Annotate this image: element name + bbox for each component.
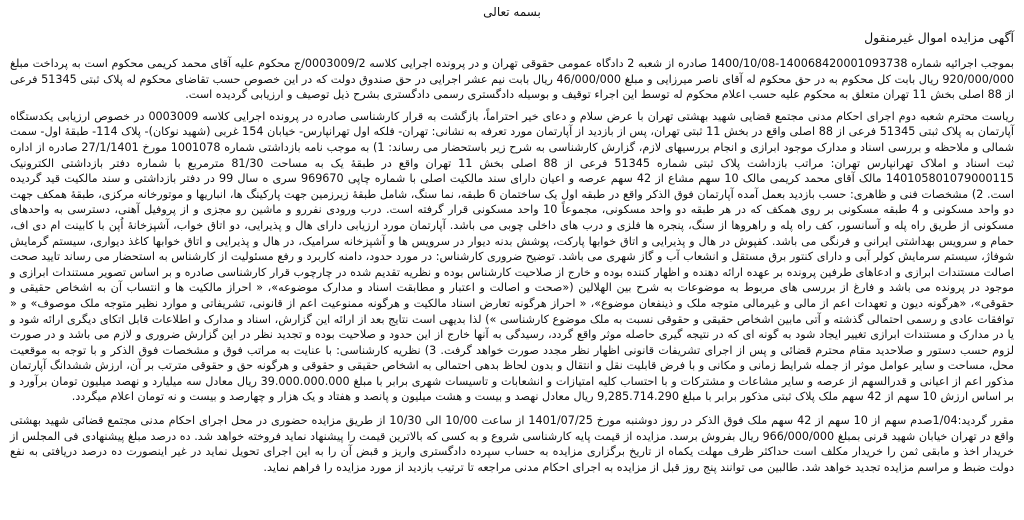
document-page <box>10 4 1014 512</box>
paragraph-enforcement-order: بموجب اجرائیه شماره 140068420001093738-1400/10/08 صادره از شعبه 2 دادگاه عمومی حقوقی تهران و در پرونده اجرایی کلاسه 0003009/2/ج محکوم علیه آقای محمد کریمی محکوم است به پرداخت مبلغ 920/000/000 ریال بابت کل محکوم به در حق محکوم له آقای ناصر میرزایی و مبلغ 46/000/000 ریال بابت نیم عشر اجرایی در حق صندوق دولت که در این خصوص حسب تقاضای محکوم له پلاک ثبتی 51345 فرعی از 88 اصلی بخش 11 تهران متعلق به محکوم علیه حسب اعلام محکوم له توسط این اجراء توقیف و بوسیله دادگستری رسمی دادگستری بشرح ذیل توصیف و ارزیابی گردیده است. <box>10 57 1015 102</box>
bismillah-heading: بسمه تعالی <box>483 5 541 19</box>
paragraph-expert-report: ریاست محترم شعبه دوم اجرای احکام مدنی مجتمع قضایی شهید بهشتی تهران با عرض سلام و دعای خیر احتراماً، بازگشت به قرار کارشناسی صادره در پرونده اجرایی کلاسه 0003009 در خصوص ارزیابی یکدستگاه آپارتمان به پلاک ثبتی 51345 فرعی از 88 اصلی واقع در بخش 11 ثبتی تهران، پس از بازدید از آپارتمان مورد تعرفه به نشانی: تهران- فلکه اول تهرانپارس- خیابان 154 غربی (شهید نوکان)- پلاک 114- طبقهٔ اول- سمت شمالی و ملاحظه و بررسی اسناد و مدارک موجود ابرازی و انجام بررسیهای لازم، گزارش کارشناسی به شرح زیر باستحضار می رساند: 1) به موجب نامه بازداشتی شماره 1001078 مورخ 27/1/1401 صادره از اداره ثبت اسناد و املاک تهرانپارس تهران: مراتب بازداشت پلاک ثبتی شماره 51345 فرعی از 88 اصلی بخش 11 تهران واقع در طبقهٔ یک به مساحت 81/30 مترمربع با شماره دفتر بازداشتی الکترونیک 140105801079000115 مالک آقای محمد کریمی مالک 10 سهم مشاع از 42 سهم عرصه و اعیان دارای سند مالکیت اصلی با شماره چاپی 969670 سری ه سال 99 در دفتر بازداشتی و سند مالکیت قید گردیده است. 2) مشخصات فنی و ظاهری: حسب بازدید بعمل آمده آپارتمان فوق الذکر واقع در طبقه اول یک ساختمان 6 طبقه، نما سنگ، شامل طبقهٔ زیرزمین جهت پارکینگ ها، انباریها و موتورخانه مرکزی، طبقهٔ همکف جهت دو واحد مسکونی و 4 طبقه مسکونی بر روی همکف که در هر طبقه دو واحد مسکونی، مجموعاً 10 واحد مسکونی قرار گرفته است. درب ورودی نفررو و ماشین رو مجزی و از پروفیل آهنی، دسترسی به واحدهای مسکونی از طریق راه پله و آسانسور، کف راه پله و راهروها از سنگ، پنجره ها فلزی و درب های داخلی چوبی می باشد. آپارتمان مورد ارزیابی دارای هال و پذیرایی، دو اتاق خواب، آشپزخانهٔ اُپن با کابینت ام دی اف، حمام و سرویس بهداشتی ایرانی و فرنگی می باشد. کفپوش در هال و پذیرایی و اتاق خوابها پارکت، پوشش بدنه دیوار در سرویس ها و آشپزخانه سرامیک، در هال و پذیرایی و اتاق خوابها کاغذ دیواری، سیستم گرمایش شوفاژ، سیستم سرمایش کولر آبی و دارای کنتور برق مستقل و انشعاب آب و گاز شهری می باشد. توضیح ضروری کارشناس: در مورد حدود، دامنه کاربرد و رفع مسئولیت از کارشناس به استحضار می رساند تایید صحت اصالت مستندات ابرازی و ادعاهای طرفین پرونده بر عهده ارائه دهنده و اظهار کننده بوده و خارج از صلاحیت کارشناس بوده و نظریه تقدیم شده در چارچوب قرار کارشناسی صادره و بر اساس تصویر مستندات ابرازی و موجود در پرونده می باشد و فارغ از بررسی های مربوط به موضوعات به شرح بین الهلالین («صحت و اصالت و اعتبار و مطابقت اسناد و مدارک موضوعه»، « احراز مالکیت ها و انتساب آن به اشخاص حقیقی و حقوقی»، «هرگونه دیون و تعهدات اعم از مالی و غیرمالی متوجه ملک و ذینفعان موضوع»، « احراز هرگونه تعارض اسناد مالکیت و هرگونه ممنوعیت اعم از قانونی، تشریفاتی و موارد نظیر متوجه ملک موصوف» و « توافقات عادی و رسمی احتمالی گذشته و آتی مابین اشخاص حقیقی و حقوقی نسبت به ملک موضوع کارشناسی ») لذا بدیهی است نتایج بعد از ارائه این گزارش، اسناد و مدارک و اطلاعات قابل اتکای دیگری ارائه شود و یا در مدارک و مستندات ابرازی تغییر ایجاد شود به گونه ای که در نتیجه گیری حاصله موثر واقع گردد، رسیدگی به آنها خارج از این حدود و صلاحیت بوده و تجدید نظر در این گزارش ضروری و لازم می باشد و در صورت لزوم حسب دستور و صلاحدید مقام محترم قضائی و پس از اجرای تشریفات قانونی اظهار نظر مجدد صورت خواهد گرفت. 3) نظریه کارشناسی: با عنایت به مراتب فوق و مشخصات فوق الذکر و با توجه به موقعیت محل، مساحت و سایر عوامل موثر از جمله شرایط زمانی و مکانی و با فرض قابلیت نقل و انتقال و بدون لحاظ بدهی احتمالی به اشخاص حقیقی و حقوقی و هرگونه حق و حقوقی مترتب بر آن، ارزش ششدانگ آپارتمان مذکور اعم از اعیانی و قدرالسهم از عرصه و سایر مشاعات و مشترکات و با احتساب کلیه امتیازات و انشعابات و تاسیسات شهری برابر با مبلغ 39.000.000.000 ریال معادل سه میلیارد و نهصد میلیون تومان برآورد و بر اساس ارزش 10 سهم از 42 سهم ملک پلاک ثبتی مذکور برابر با مبلغ 9,285.714.290 ریال معادل نهصد و بیست و هشت میلیون و پانصد و هفتاد و یک هزار و چهارصد و بیست و نه تومان اعلام میگردد. <box>10 109 1015 404</box>
notice-title: آگهی مزایده اموال غیرمنقول <box>864 30 1014 45</box>
paragraph-auction-terms: مقرر گردید:1/04صدم سهم از 10 سهم از 42 سهم ملک فوق الذکر در روز دوشنبه مورخ 1401/07/25 از ساعت 10/00 الی 10/30 از طریق مزایده حضوری در محل اجرای احکام مدنی مجتمع قضائی شهید بهشتی واقع در تهران خیابان شهید قرنی بمبلغ 966/000/000 ریال بفروش برسد. مزایده از قیمت پایه کارشناسی شروع و به کسی که بالاترین قیمت را پیشنهاد نماید فروخته خواهد شد. ده درصد مبلغ پیشنهادی فی المجلس از خریدار اخذ و مابقی ثمن را خریدار مکلف است حداکثر ظرف مهلت یکماه از تاریخ برگزاری مزایده به حساب سپرده دادگستری واریز و قبض آن را به این اجرای تحویل نماید در غیر اینصورت ده درصد دریافتی به نفع دولت ضبط و مراسم مزایده تجدید خواهد شد. طالبین می توانند پنج روز قبل از مزایده به اجرای احکام مدنی مراجعه تا ترتیب بازدید از مورد مزایده را فراهم نماید. <box>10 414 1014 474</box>
